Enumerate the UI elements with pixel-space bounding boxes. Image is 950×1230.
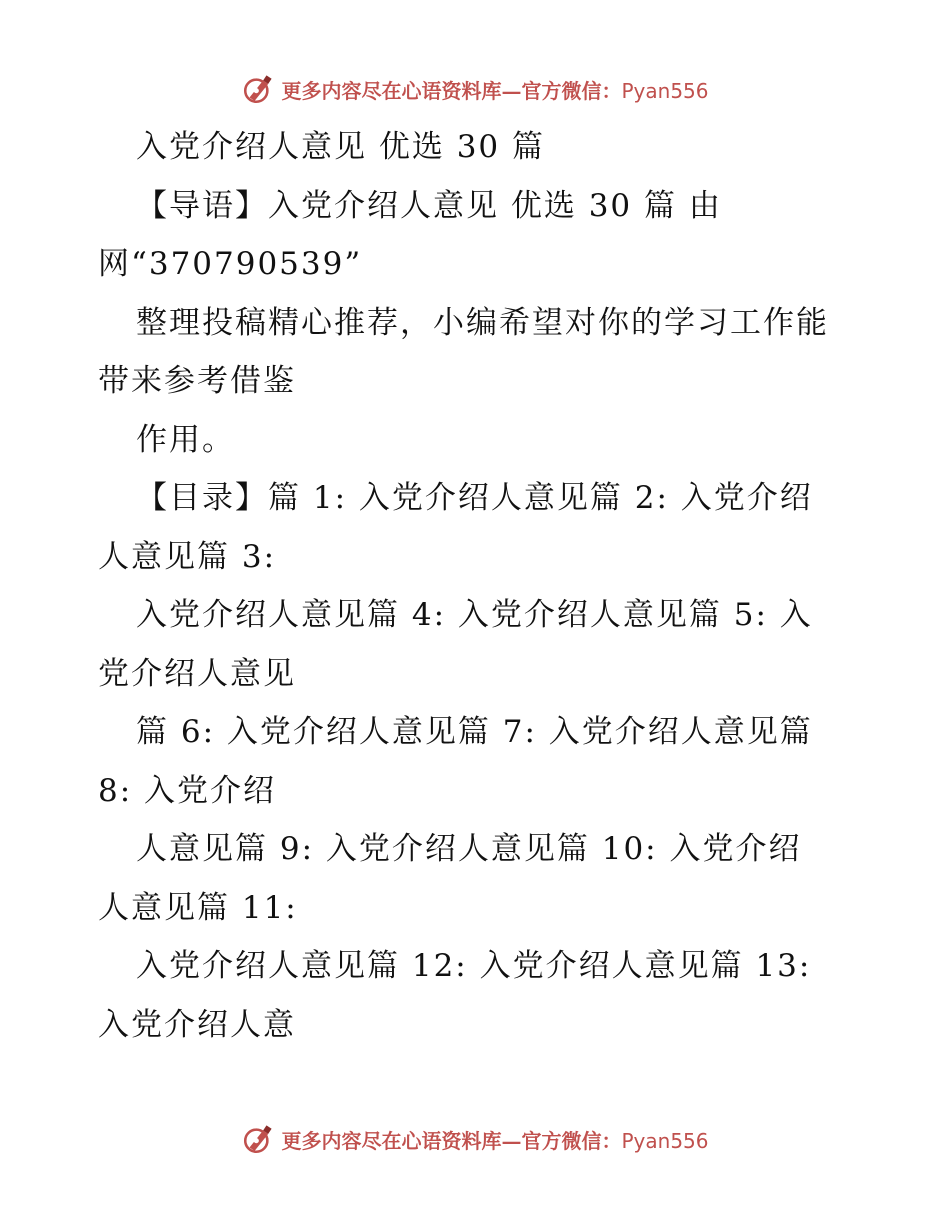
pen-nib-logo-icon [241, 72, 275, 106]
header-banner-text: 更多内容尽在心语资料库—官方微信：Pyan556 [281, 78, 709, 103]
document-line: 人意见篇 11: [98, 889, 298, 926]
header-banner [0, 72, 950, 106]
document-line: 网“370790539” [98, 246, 363, 282]
document-line: 作用。 [136, 421, 235, 458]
document-body [98, 118, 858, 1054]
document-line: 党介绍人意见 [98, 655, 296, 692]
document-line: 人意见篇 9: 入党介绍人意见篇 10: 入党介绍 [136, 831, 802, 867]
document-line: 入党介绍人意见 优选 30 篇 [136, 129, 546, 165]
document-line: 整理投稿精心推荐，小编希望对你的学习工作能 [136, 304, 829, 341]
document-line: 入党介绍人意 [98, 1006, 296, 1043]
document-line: 【导语】入党介绍人意见 优选 30 篇 由 [136, 187, 722, 224]
footer-wechat-id: Pyan556 [621, 1128, 709, 1153]
document-line: 篇 6: 入党介绍人意见篇 7: 入党介绍人意见篇 [136, 714, 813, 750]
pen-nib-logo-icon [241, 1122, 275, 1156]
footer-banner-text: 更多内容尽在心语资料库—官方微信：Pyan556 [281, 1128, 709, 1153]
document-line: 带来参考借鉴 [98, 363, 296, 399]
document-line: 8: 入党介绍 [98, 772, 277, 809]
footer-banner [0, 1122, 950, 1156]
document-line: 入党介绍人意见篇 12: 入党介绍人意见篇 13: [136, 948, 812, 984]
document-line: 人意见篇 3: [98, 538, 277, 575]
header-wechat-id: Pyan556 [621, 78, 709, 103]
document-line: 【目录】篇 1: 入党介绍人意见篇 2: 入党介绍 [136, 480, 813, 516]
document-line: 入党介绍人意见篇 4: 入党介绍人意见篇 5: 入 [136, 597, 813, 633]
